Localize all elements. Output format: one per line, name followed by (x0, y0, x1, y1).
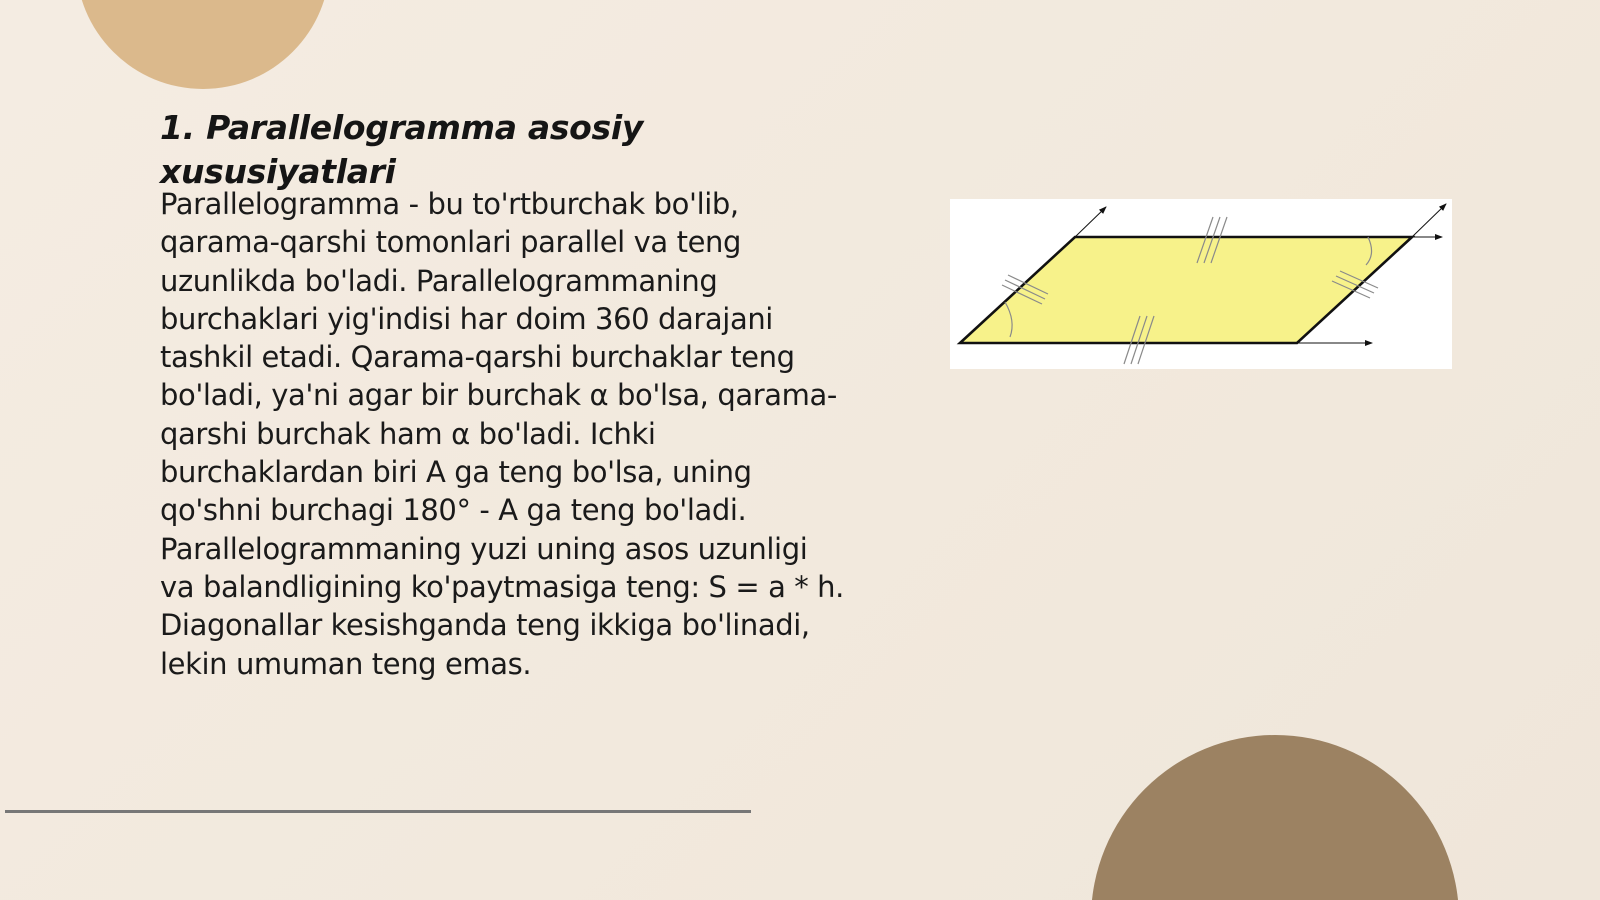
extension-arrow-right-side (1412, 204, 1446, 237)
parallelogram-figure (950, 199, 1452, 369)
parallelogram-diagram (950, 199, 1452, 369)
slide-title: 1. Parallelogramma asosiy xususiyatlari (160, 108, 644, 191)
extension-arrow-left-side (1075, 207, 1106, 237)
slide-body-text: Parallelogramma - bu to'rtburchak bo'lib, qarama-qarshi tomonlari parallel va teng uzunlikda bo'ladi. Parallelogrammaning burchaklari yig'indisi har doim 360 darajani tashkil etadi. Qarama-qarshi burchaklar teng bo'ladi, ya'ni agar bir burchak α bo'lsa, qarama-qarshi burchak ham α bo'ladi. Ichki burchaklardan biri A ga teng bo'lsa, uning qo'shni burchagi 180° - A ga teng bo'ladi. Parallelogrammaning yuzi uning asos uzunligi va balandligining ko'paytmasiga teng: S = a * h. Diagonallar kesishganda teng ikkiga bo'linadi, lekin umuman teng emas. (160, 187, 844, 681)
decorative-circle-bottom (1091, 735, 1459, 900)
divider-line (5, 810, 751, 813)
decorative-circle-top (76, 0, 330, 89)
parallelogram-shape (960, 237, 1412, 343)
